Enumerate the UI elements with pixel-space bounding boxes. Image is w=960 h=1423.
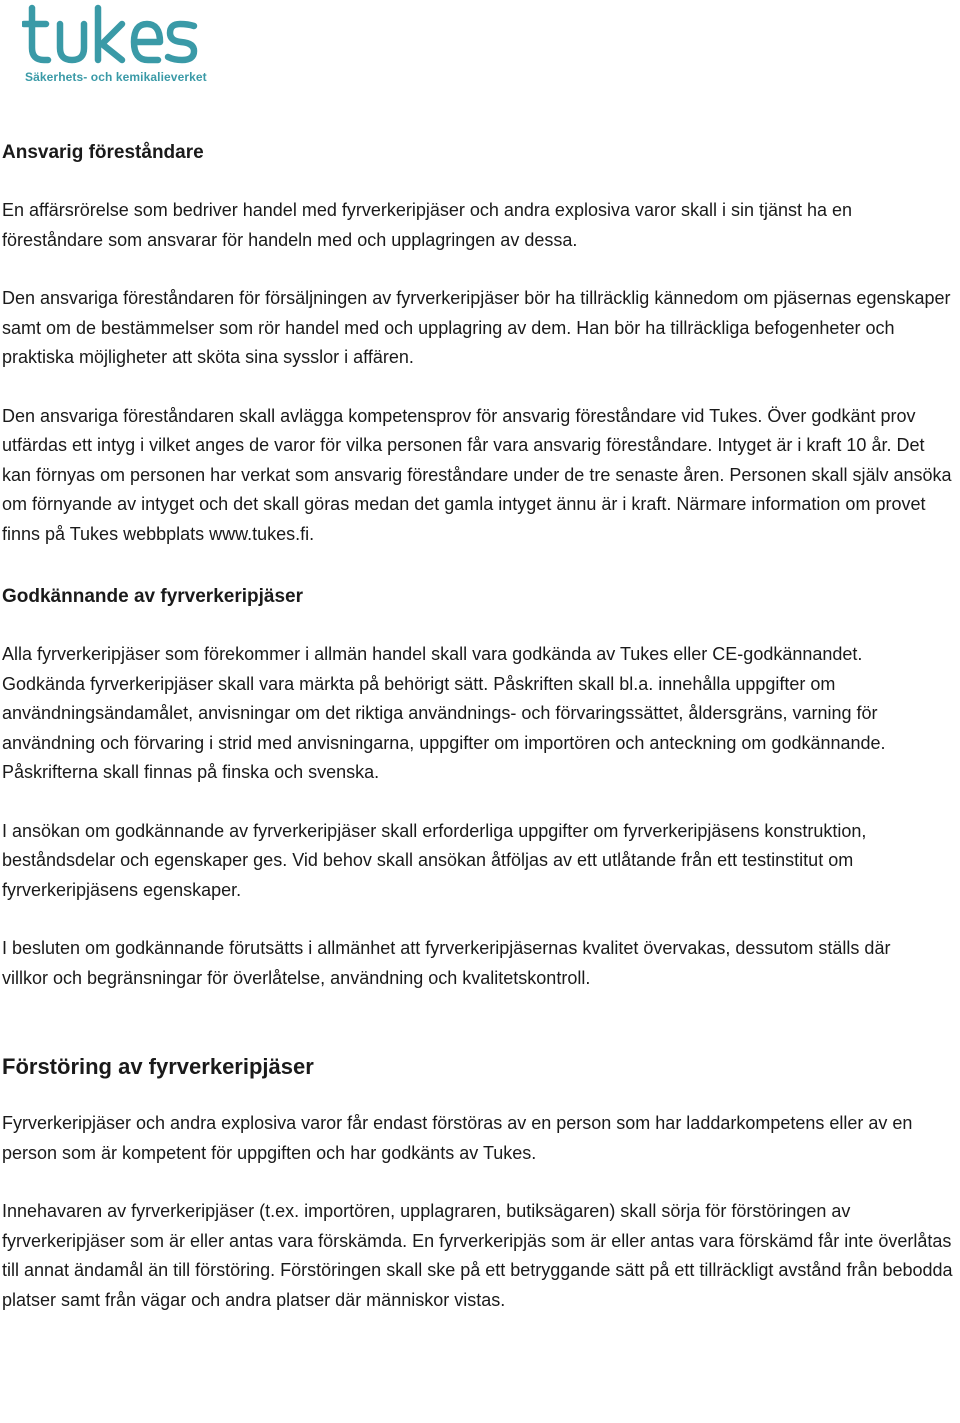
section-ansvarig-forestandare: [2, 138, 960, 549]
paragraph: Den ansvariga föreståndaren skall avlägga kompetensprov för ansvarig föreståndare vid Tukes. Över godkänt prov utfärdas ett intyg i vilket anges de varor för vilka personen får vara ansvarig föreståndare. Intyget är i kraft 10 år. Det kan förnyas om personen har verkat som ansvarig föreståndare under de tre senaste åren. Personen skall själv ansöka om förnyande av intyget och det skall göras medan det gamla intyget ännu är i kraft. Närmare information om provet finns på Tukes webbplats www.tukes.fi.: [2, 405, 952, 544]
section-heading: Godkännande av fyrverkeripjäser: [2, 586, 303, 607]
paragraph: En affärsrörelse som bedriver handel med fyrverkeripjäser och andra explosiva varor skall i sin tjänst ha en föreståndare som ansvarar för handeln med och upplagringen av dessa.: [2, 200, 853, 250]
paragraph: I ansökan om godkännande av fyrverkeripjäser skall erforderliga uppgifter om fyrverkeripjäsens konstruktion, beståndsdelar och egenskaper ges. Vid behov skall ansökan åtföljas av ett utlåtande från ett testinstitut om fyrverkeripjäsens egenskaper.: [2, 820, 867, 900]
logo-subtitle: Säkerhets- och kemikalieverket: [25, 70, 207, 84]
paragraph: Den ansvariga föreståndaren för försäljningen av fyrverkeripjäser bör ha tillräcklig kännedom om pjäsernas egenskaper samt om de bestämmelser som rör handel med och upplagring av dem. Han bör ha tillräckliga befogenheter och praktiska möjligheter att sköta sina sysslor i affären.: [2, 288, 951, 367]
document-body: [2, 138, 960, 1315]
paragraph: Fyrverkeripjäser och andra explosiva varor får endast förstöras av en person som har laddarkompetens eller av en person som är kompetent för uppgiften och har godkänts av Tukes.: [2, 1113, 913, 1163]
section-godkannande: [2, 582, 960, 993]
section-forstoring: [2, 1051, 960, 1315]
tukes-wordmark-graphic: [22, 4, 202, 68]
section-heading: Ansvarig föreståndare: [2, 142, 204, 163]
paragraph: Alla fyrverkeripjäser som förekommer i allmän handel skall vara godkända av Tukes eller CE-godkännandet. Godkända fyrverkeripjäser skall vara märkta på behörigt sätt. Påskriften skall bl.a. innehålla uppgifter om användningsändamålet, anvisningar om det riktiga användnings- och förvaringssättet, åldersgräns, varning för användning och förvaring i strid med anvisningarna, uppgifter om importören och anteckning om godkännande. Påskrifterna skall finnas på finska och svenska.: [2, 644, 886, 782]
paragraph: I besluten om godkännande förutsätts i allmänhet att fyrverkeripjäsernas kvalitet övervakas, dessutom ställs där villkor och begränsningar för överlåtelse, användning och kvalitetskontroll.: [2, 938, 891, 988]
tukes-logo: [22, 4, 207, 86]
paragraph: Innehavaren av fyrverkeripjäser (t.ex. importören, upplagraren, butiksägaren) skall sörja för förstöringen av fyrverkeripjäser som är eller antas vara förskämda. En fyrverkeripjäs som är eller antas vara förskämd får inte överlåtas till annat ändamål än till förstöring. Förstöringen skall ske på ett betryggande sätt på ett tillräckligt avstånd från bebodda platser samt från vägar och andra platser där människor vistas.: [2, 1201, 953, 1310]
section-heading: Förstöring av fyrverkeripjäser: [2, 1054, 314, 1079]
